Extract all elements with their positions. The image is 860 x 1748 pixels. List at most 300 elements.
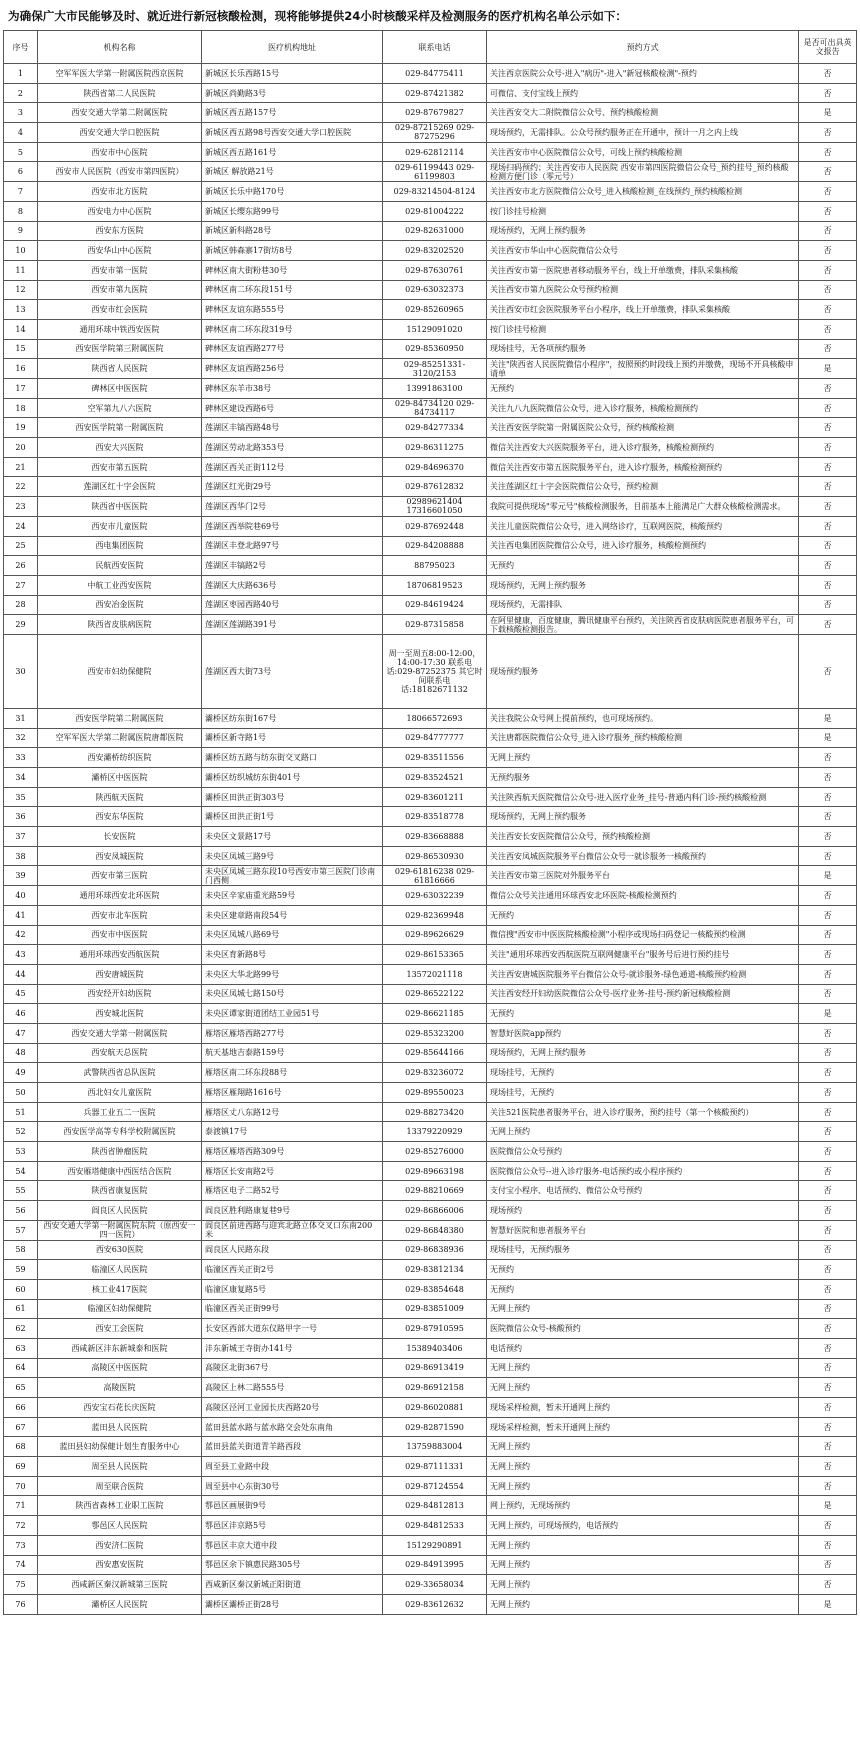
english-report: 否 — [799, 1083, 857, 1103]
english-report: 否 — [799, 1437, 857, 1457]
row-index: 9 — [4, 221, 38, 241]
institution-name: 西安市红会医院 — [37, 300, 201, 320]
institution-name: 西安交通大学第一附属医院东院（原西安一四一医院） — [37, 1220, 201, 1240]
table-row — [4, 1043, 857, 1063]
table-row — [4, 516, 857, 536]
contact-phone: 029-83851009 — [382, 1299, 486, 1319]
institution-address: 阎良区胜利路康复巷9号 — [201, 1201, 382, 1221]
header-address: 医疗机构地址 — [201, 31, 382, 64]
institution-address: 高陵区上林二路555号 — [201, 1378, 382, 1398]
row-index: 66 — [4, 1398, 38, 1418]
table-row — [4, 615, 857, 635]
institution-name: 西咸新区沣东新城泰和医院 — [37, 1338, 201, 1358]
booking-method: 无网上预约 — [487, 1535, 799, 1555]
row-index: 7 — [4, 182, 38, 202]
contact-phone: 029-83236072 — [382, 1063, 486, 1083]
booking-method: 无预约 — [487, 1260, 799, 1280]
booking-method: 关注西安市第九医院公众号预约检测 — [487, 280, 799, 300]
booking-method: 无预约 — [487, 1004, 799, 1024]
contact-phone: 13991863100 — [382, 379, 486, 399]
row-index: 75 — [4, 1575, 38, 1595]
contact-phone: 029-63032239 — [382, 886, 486, 906]
institution-address: 未央区育新路8号 — [201, 945, 382, 965]
institution-name: 西电集团医院 — [37, 536, 201, 556]
institution-name: 西安唐城医院 — [37, 964, 201, 984]
table-row — [4, 1083, 857, 1103]
institution-address: 新城区西五路157号 — [201, 103, 382, 123]
institution-name: 鄠邑区人民医院 — [37, 1516, 201, 1536]
english-report: 否 — [799, 182, 857, 202]
english-report: 否 — [799, 1398, 857, 1418]
row-index: 15 — [4, 339, 38, 359]
row-index: 43 — [4, 945, 38, 965]
english-report: 否 — [799, 477, 857, 497]
english-report: 否 — [799, 1023, 857, 1043]
booking-method: 无预约 — [487, 556, 799, 576]
row-index: 41 — [4, 905, 38, 925]
english-report: 否 — [799, 1260, 857, 1280]
contact-phone: 029-87679827 — [382, 103, 486, 123]
english-report: 否 — [799, 1142, 857, 1162]
institution-name: 西安东方医院 — [37, 221, 201, 241]
table-row — [4, 1299, 857, 1319]
table-row — [4, 1417, 857, 1437]
row-index: 55 — [4, 1181, 38, 1201]
institution-name: 西安城北医院 — [37, 1004, 201, 1024]
english-report: 否 — [799, 536, 857, 556]
row-index: 12 — [4, 280, 38, 300]
english-report: 否 — [799, 339, 857, 359]
table-row — [4, 83, 857, 103]
row-index: 21 — [4, 457, 38, 477]
row-index: 28 — [4, 595, 38, 615]
booking-method: 关注521医院患者服务平台，进入诊疗服务，预约挂号（第一个核酸预约） — [487, 1102, 799, 1122]
booking-method: 现场采样检测，暂未开通网上预约 — [487, 1398, 799, 1418]
table-row — [4, 728, 857, 748]
institution-name: 西安工会医院 — [37, 1319, 201, 1339]
english-report: 否 — [799, 1378, 857, 1398]
institution-name: 阎良区人民医院 — [37, 1201, 201, 1221]
row-index: 54 — [4, 1161, 38, 1181]
institution-name: 空军军医大学第二附属医院唐都医院 — [37, 728, 201, 748]
english-report: 否 — [799, 1043, 857, 1063]
contact-phone: 029-83214504-8124 — [382, 182, 486, 202]
header-name: 机构名称 — [37, 31, 201, 64]
english-report: 是 — [799, 728, 857, 748]
institution-address: 新城区西五路161号 — [201, 142, 382, 162]
table-row — [4, 1181, 857, 1201]
contact-phone: 029-84812813 — [382, 1496, 486, 1516]
contact-phone: 029-83518778 — [382, 807, 486, 827]
institution-name: 陕西省中医医院 — [37, 497, 201, 517]
english-report: 否 — [799, 925, 857, 945]
booking-method: 智慧好医院和患者服务平台 — [487, 1220, 799, 1240]
row-index: 69 — [4, 1457, 38, 1477]
row-index: 11 — [4, 260, 38, 280]
english-report: 否 — [799, 1102, 857, 1122]
institution-address: 莲湖区丰镐西路48号 — [201, 418, 382, 438]
english-report: 否 — [799, 241, 857, 261]
table-row — [4, 787, 857, 807]
institution-address: 碑林区友谊西路277号 — [201, 339, 382, 359]
table-row — [4, 142, 857, 162]
institution-address: 莲湖区大庆路636号 — [201, 575, 382, 595]
english-report: 是 — [799, 1004, 857, 1024]
english-report: 否 — [799, 64, 857, 84]
booking-method: 无网上预约 — [487, 1575, 799, 1595]
contact-phone: 029-86311275 — [382, 438, 486, 458]
institution-name: 西安东华医院 — [37, 807, 201, 827]
institution-name: 陕西省康复医院 — [37, 1181, 201, 1201]
english-report: 否 — [799, 398, 857, 418]
institution-name: 中航工业西安医院 — [37, 575, 201, 595]
row-index: 57 — [4, 1220, 38, 1240]
table-row — [4, 103, 857, 123]
english-report: 否 — [799, 497, 857, 517]
header-booking: 预约方式 — [487, 31, 799, 64]
table-row — [4, 1102, 857, 1122]
row-index: 14 — [4, 319, 38, 339]
contact-phone: 18706819523 — [382, 575, 486, 595]
contact-phone: 029-86530930 — [382, 846, 486, 866]
institution-name: 西安医学高等专科学校附属医院 — [37, 1122, 201, 1142]
table-row — [4, 536, 857, 556]
institution-address: 碑林区南大街粉巷30号 — [201, 260, 382, 280]
institution-name: 通用环球西安北环医院 — [37, 886, 201, 906]
contact-phone: 029-87612832 — [382, 477, 486, 497]
english-report: 否 — [799, 83, 857, 103]
table-row — [4, 260, 857, 280]
row-index: 50 — [4, 1083, 38, 1103]
booking-method: 现场挂号，无预约 — [487, 1083, 799, 1103]
table-row — [4, 123, 857, 143]
english-report: 否 — [799, 162, 857, 182]
booking-method: 关注西安市北方医院微信公众号_进入核酸检测_在线预约_预约核酸检测 — [487, 182, 799, 202]
booking-method: 关注西安交大二附院微信公众号、预约核酸检测 — [487, 103, 799, 123]
english-report: 否 — [799, 221, 857, 241]
row-index: 76 — [4, 1594, 38, 1614]
institution-address: 周至县中心东街30号 — [201, 1476, 382, 1496]
table-row — [4, 182, 857, 202]
table-row — [4, 1594, 857, 1614]
institution-name: 通用环球西安西航医院 — [37, 945, 201, 965]
row-index: 45 — [4, 984, 38, 1004]
row-index: 49 — [4, 1063, 38, 1083]
header-phone: 联系电话 — [382, 31, 486, 64]
institution-address: 灞桥区田洪正街303号 — [201, 787, 382, 807]
table-row — [4, 1201, 857, 1221]
institution-address: 鄠邑区画展街9号 — [201, 1496, 382, 1516]
english-report: 否 — [799, 516, 857, 536]
institution-address: 鄠邑区丰京大道中段 — [201, 1535, 382, 1555]
booking-method: 现场采样检测，暂未开通网上预约 — [487, 1417, 799, 1437]
institution-name: 西安市儿童医院 — [37, 516, 201, 536]
english-report: 否 — [799, 1516, 857, 1536]
table-row — [4, 768, 857, 788]
table-row — [4, 457, 857, 477]
booking-method: 关注西安市红会医院服务平台小程序，线上开单缴费，排队采集核酸 — [487, 300, 799, 320]
table-row — [4, 1575, 857, 1595]
english-report: 否 — [799, 1220, 857, 1240]
table-row — [4, 398, 857, 418]
table-row — [4, 634, 857, 708]
institution-name: 西安市第一医院 — [37, 260, 201, 280]
booking-method: 关注儿童医院微信公众号，进入网络诊疗，互联网医院，核酸预约 — [487, 516, 799, 536]
header-index: 序号 — [4, 31, 38, 64]
institution-address: 灞桥区田洪正街1号 — [201, 807, 382, 827]
table-row — [4, 1279, 857, 1299]
institution-address: 灞桥区新寺路1号 — [201, 728, 382, 748]
table-row — [4, 807, 857, 827]
institution-name: 西安市妇幼保健院 — [37, 634, 201, 708]
english-report: 否 — [799, 418, 857, 438]
contact-phone: 029-89663198 — [382, 1161, 486, 1181]
english-report: 否 — [799, 984, 857, 1004]
table-row — [4, 418, 857, 438]
institution-address: 雁塔区南二环东段88号 — [201, 1063, 382, 1083]
table-row — [4, 827, 857, 847]
booking-method: 关注西安唐城医院服务平台微信公众号-就诊服务-绿色通道-核酸预约检测 — [487, 964, 799, 984]
contact-phone: 029-87315858 — [382, 615, 486, 635]
institution-address: 新城区长乐中路170号 — [201, 182, 382, 202]
booking-method: 现场预约 — [487, 1201, 799, 1221]
institution-name: 高陵区中医医院 — [37, 1358, 201, 1378]
table-row — [4, 1142, 857, 1162]
row-index: 37 — [4, 827, 38, 847]
institution-name: 西北妇女儿童医院 — [37, 1083, 201, 1103]
contact-phone: 029-86838936 — [382, 1240, 486, 1260]
row-index: 20 — [4, 438, 38, 458]
institution-address: 碑林区东羊市38号 — [201, 379, 382, 399]
institution-address: 新城区新科路28号 — [201, 221, 382, 241]
booking-method: 在阿里健康，百度健康，腾讯健康平台预约，关注陕西省皮肤病医院患者服务平台，可下载核酸检测报告。 — [487, 615, 799, 635]
table-row — [4, 1319, 857, 1339]
booking-method: 无网上预约 — [487, 1594, 799, 1614]
institution-name: 核工业417医院 — [37, 1279, 201, 1299]
institution-address: 灞桥区灞桥正街28号 — [201, 1594, 382, 1614]
contact-phone: 15129091020 — [382, 319, 486, 339]
table-row — [4, 925, 857, 945]
institution-address: 沣东新城王寺街办141号 — [201, 1338, 382, 1358]
header-english-report: 是否可出具英文报告 — [799, 31, 857, 64]
institution-name: 蓝田县人民医院 — [37, 1417, 201, 1437]
english-report: 否 — [799, 748, 857, 768]
institution-name: 陕西省森林工业职工医院 — [37, 1496, 201, 1516]
institution-address: 碑林区友谊西路256号 — [201, 359, 382, 379]
row-index: 34 — [4, 768, 38, 788]
english-report: 否 — [799, 457, 857, 477]
table-row — [4, 201, 857, 221]
english-report: 是 — [799, 708, 857, 728]
table-row — [4, 1457, 857, 1477]
booking-method: 关注西安市中心医院微信公众号，可线上预约核酸检测 — [487, 142, 799, 162]
booking-method: 微信公众号关注通用环球西安北环医院-核酸检测预约 — [487, 886, 799, 906]
institution-name: 陕西省皮肤病医院 — [37, 615, 201, 635]
contact-phone: 029-83524521 — [382, 768, 486, 788]
row-index: 36 — [4, 807, 38, 827]
institution-name: 周至县人民医院 — [37, 1457, 201, 1477]
institution-name: 临潼区妇幼保健院 — [37, 1299, 201, 1319]
row-index: 24 — [4, 516, 38, 536]
contact-phone: 029-83202520 — [382, 241, 486, 261]
booking-method: 关注西安长安医院微信公众号，预约核酸检测 — [487, 827, 799, 847]
contact-phone: 02989621404 17316601050 — [382, 497, 486, 517]
institution-name: 蓝田县妇幼保健计划生育服务中心 — [37, 1437, 201, 1457]
institution-name: 西咸新区秦汉新城第三医院 — [37, 1575, 201, 1595]
table-row — [4, 477, 857, 497]
institution-name: 西安大兴医院 — [37, 438, 201, 458]
booking-method: 现场挂号，无各项预约服务 — [487, 339, 799, 359]
table-row — [4, 1496, 857, 1516]
row-index: 33 — [4, 748, 38, 768]
contact-phone: 029-87215269 029-87275296 — [382, 123, 486, 143]
institution-name: 西安市第三医院 — [37, 866, 201, 886]
booking-method: 无网上预约 — [487, 1437, 799, 1457]
institution-name: 西安济仁医院 — [37, 1535, 201, 1555]
table-row — [4, 984, 857, 1004]
booking-method: 微信关注西安大兴医院服务平台，进入诊疗服务，核酸检测预约 — [487, 438, 799, 458]
contact-phone: 029-33658034 — [382, 1575, 486, 1595]
english-report: 否 — [799, 201, 857, 221]
english-report: 否 — [799, 300, 857, 320]
row-index: 48 — [4, 1043, 38, 1063]
row-index: 58 — [4, 1240, 38, 1260]
table-row — [4, 964, 857, 984]
english-report: 否 — [799, 846, 857, 866]
english-report: 否 — [799, 827, 857, 847]
booking-method: 关注西京医院公众号-进入"病历"-进入"新冠核酸检测"-预约 — [487, 64, 799, 84]
row-index: 47 — [4, 1023, 38, 1043]
institution-address: 未央区凤城三路东段10号西安市第三医院门诊南门西侧 — [201, 866, 382, 886]
contact-phone: 029-83601211 — [382, 787, 486, 807]
contact-phone: 029-86153365 — [382, 945, 486, 965]
english-report: 否 — [799, 1457, 857, 1477]
english-report: 是 — [799, 359, 857, 379]
english-report: 否 — [799, 1201, 857, 1221]
institution-name: 碑林区中医医院 — [37, 379, 201, 399]
contact-phone: 029-83668888 — [382, 827, 486, 847]
row-index: 46 — [4, 1004, 38, 1024]
institution-address: 新城区西五路98号西安交通大学口腔医院 — [201, 123, 382, 143]
booking-method: 无网上预约 — [487, 1378, 799, 1398]
row-index: 27 — [4, 575, 38, 595]
english-report: 否 — [799, 1161, 857, 1181]
contact-phone: 029-82369948 — [382, 905, 486, 925]
booking-method: 关注西安市华山中心医院微信公众号 — [487, 241, 799, 261]
english-report: 否 — [799, 787, 857, 807]
contact-phone: 029-85260965 — [382, 300, 486, 320]
contact-phone: 15129290891 — [382, 1535, 486, 1555]
table-row — [4, 438, 857, 458]
booking-method: 无网上预约 — [487, 1299, 799, 1319]
institution-name: 西安华山中心医院 — [37, 241, 201, 261]
booking-method: 医院微信公众号-核酸预约 — [487, 1319, 799, 1339]
booking-method: 关注西安凤城医院服务平台微信公众号一就诊服务一核酸预约 — [487, 846, 799, 866]
contact-phone: 029-86912158 — [382, 1378, 486, 1398]
institution-name: 西安市第九医院 — [37, 280, 201, 300]
institution-address: 鄠邑区余下镇惠民路305号 — [201, 1555, 382, 1575]
table-row — [4, 64, 857, 84]
institution-address: 新城区韩森寨17街坊8号 — [201, 241, 382, 261]
contact-phone: 18066572693 — [382, 708, 486, 728]
row-index: 13 — [4, 300, 38, 320]
contact-phone: 029-87111331 — [382, 1457, 486, 1477]
institution-address: 泰渡镇17号 — [201, 1122, 382, 1142]
table-row — [4, 846, 857, 866]
contact-phone: 周一至周五8:00-12:00，14:00-17:30 联系电话:029-87252375 其它时间联系电话:18182671132 — [382, 634, 486, 708]
english-report: 否 — [799, 1063, 857, 1083]
booking-method: 现场预约，无网上预约服务 — [487, 807, 799, 827]
row-index: 72 — [4, 1516, 38, 1536]
table-row — [4, 1516, 857, 1536]
table-row — [4, 1338, 857, 1358]
row-index: 1 — [4, 64, 38, 84]
row-index: 25 — [4, 536, 38, 556]
english-report: 否 — [799, 1535, 857, 1555]
institution-address: 阎良区人民路东段 — [201, 1240, 382, 1260]
booking-method: 现场预约，无网上预约服务 — [487, 1043, 799, 1063]
institution-address: 莲湖区西大街73号 — [201, 634, 382, 708]
booking-method: 现场挂号，无预约 — [487, 1063, 799, 1083]
contact-phone: 029-84619424 — [382, 595, 486, 615]
table-row — [4, 162, 857, 182]
institution-address: 碑林区南二环东段151号 — [201, 280, 382, 300]
table-row — [4, 1437, 857, 1457]
institution-address: 未央区辛家庙重光路59号 — [201, 886, 382, 906]
row-index: 53 — [4, 1142, 38, 1162]
row-index: 51 — [4, 1102, 38, 1122]
contact-phone: 13379220929 — [382, 1122, 486, 1142]
contact-phone: 029-62812114 — [382, 142, 486, 162]
institution-name: 通用环球中铁西安医院 — [37, 319, 201, 339]
row-index: 23 — [4, 497, 38, 517]
booking-method: 关注西安经开妇幼医院微信公众号-医疗业务-挂号-预约新冠核酸检测 — [487, 984, 799, 1004]
english-report: 否 — [799, 1417, 857, 1437]
institution-name: 西安电力中心医院 — [37, 201, 201, 221]
english-report: 是 — [799, 1594, 857, 1614]
row-index: 32 — [4, 728, 38, 748]
english-report: 否 — [799, 768, 857, 788]
institution-address: 新城区 解放路21号 — [201, 162, 382, 182]
booking-method: 关注西电集团医院微信公众号，进入诊疗服务，核酸检测预约 — [487, 536, 799, 556]
booking-method: 医院微信公众号预约 — [487, 1142, 799, 1162]
row-index: 61 — [4, 1299, 38, 1319]
row-index: 29 — [4, 615, 38, 635]
contact-phone: 029-83511556 — [382, 748, 486, 768]
english-report: 否 — [799, 1299, 857, 1319]
table-row — [4, 575, 857, 595]
contact-phone: 15389403406 — [382, 1338, 486, 1358]
row-index: 42 — [4, 925, 38, 945]
booking-method: 无预约 — [487, 379, 799, 399]
booking-method: 现场预约，无需排队。公众号预约服务正在开通中，预计一月之内上线 — [487, 123, 799, 143]
contact-phone: 029-84775411 — [382, 64, 486, 84]
contact-phone: 029-84913995 — [382, 1555, 486, 1575]
table-row — [4, 1260, 857, 1280]
english-report: 否 — [799, 807, 857, 827]
contact-phone: 029-84777777 — [382, 728, 486, 748]
institution-address: 雁塔区雁翔路1616号 — [201, 1083, 382, 1103]
table-header-row — [4, 31, 857, 64]
table-row — [4, 556, 857, 576]
row-index: 22 — [4, 477, 38, 497]
booking-method: 智慧好医院app预约 — [487, 1023, 799, 1043]
booking-method: 关注西安市第三医院对外服务平台 — [487, 866, 799, 886]
row-index: 4 — [4, 123, 38, 143]
institution-name: 长安医院 — [37, 827, 201, 847]
institution-address: 临潼区西关正街2号 — [201, 1260, 382, 1280]
table-body — [4, 64, 857, 1615]
